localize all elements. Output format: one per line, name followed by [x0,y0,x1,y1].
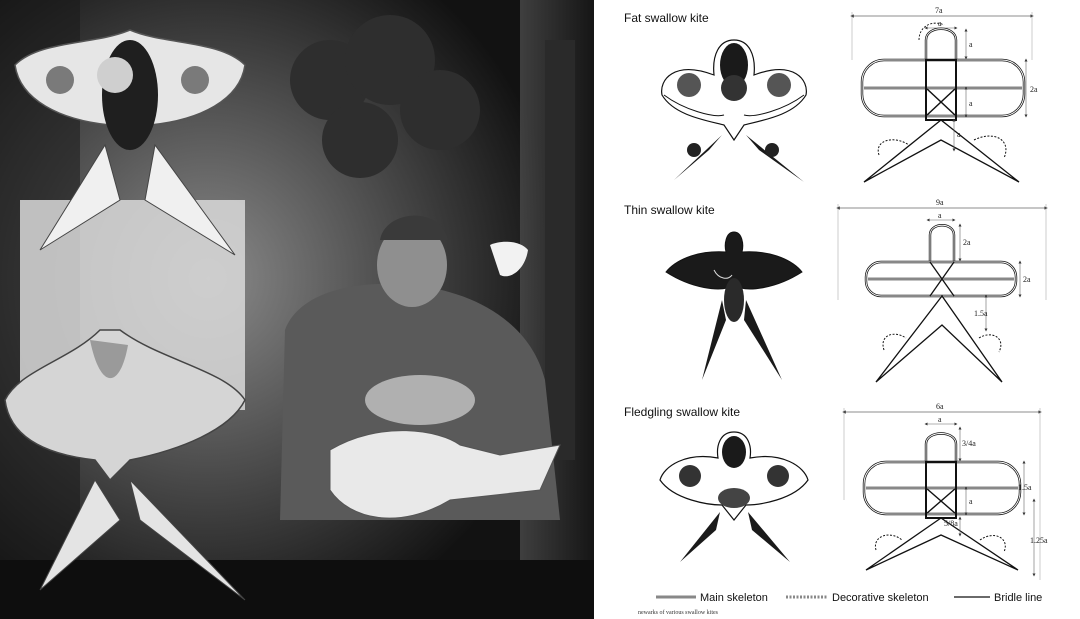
kite-diagrams [594,0,1080,619]
legend-bridle-label: Bridle line [994,592,1043,604]
dim-fledgling-tail: 1.25a [1030,536,1048,545]
dim-fat-lower: a [957,130,961,139]
dim-thin-lower: 1.5a [974,309,988,318]
dim-fat-side: 2a [1030,85,1038,94]
kite-row-fat [624,6,1038,182]
dim-thin-top1: a [938,211,942,220]
thin-kite-illustration [666,232,802,380]
dim-thin-side: 2a [1023,275,1031,284]
dim-fledgling-top2: 3/4a [962,439,976,448]
kite-row-fledgling [624,402,1048,580]
dim-thin-width: 9a [936,198,944,207]
kite-title-thin: Thin swallow kite [624,203,715,217]
dim-fledgling-side: 1.5a [1018,483,1032,492]
fledgling-kite-skeleton [844,402,1048,580]
fat-kite-illustration [662,40,807,182]
dim-fat-top1: a [938,19,942,28]
dim-fledgling-lower: 5/8a [944,519,958,528]
kite-title-fledgling: Fledgling swallow kite [624,405,741,419]
kite-row-thin [624,198,1046,382]
dim-fat-width: 7a [935,6,943,15]
dim-fledgling-width: 6a [936,402,944,411]
legend-decorative-label: Decorative skeleton [832,592,929,604]
legend-main-skeleton [656,592,768,604]
dim-fledgling-top1: a [938,415,942,424]
thin-kite-skeleton [838,198,1046,382]
dim-fledgling-mid: a [969,497,973,506]
kite-diagram-panel [594,0,1080,619]
legend-bridle-line [954,592,1042,604]
legend-decorative-skeleton [786,592,929,604]
figure-caption: newarks of various swallow kites [638,610,718,616]
legend [638,592,1042,616]
fledgling-kite-illustration [660,432,808,562]
fat-kite-skeleton [852,6,1038,182]
dim-thin-top2: 2a [963,238,971,247]
dim-fat-mid: a [969,99,973,108]
legend-main-label: Main skeleton [700,592,768,604]
kite-title-fat: Fat swallow kite [624,11,709,25]
dim-fat-top2: a [969,40,973,49]
